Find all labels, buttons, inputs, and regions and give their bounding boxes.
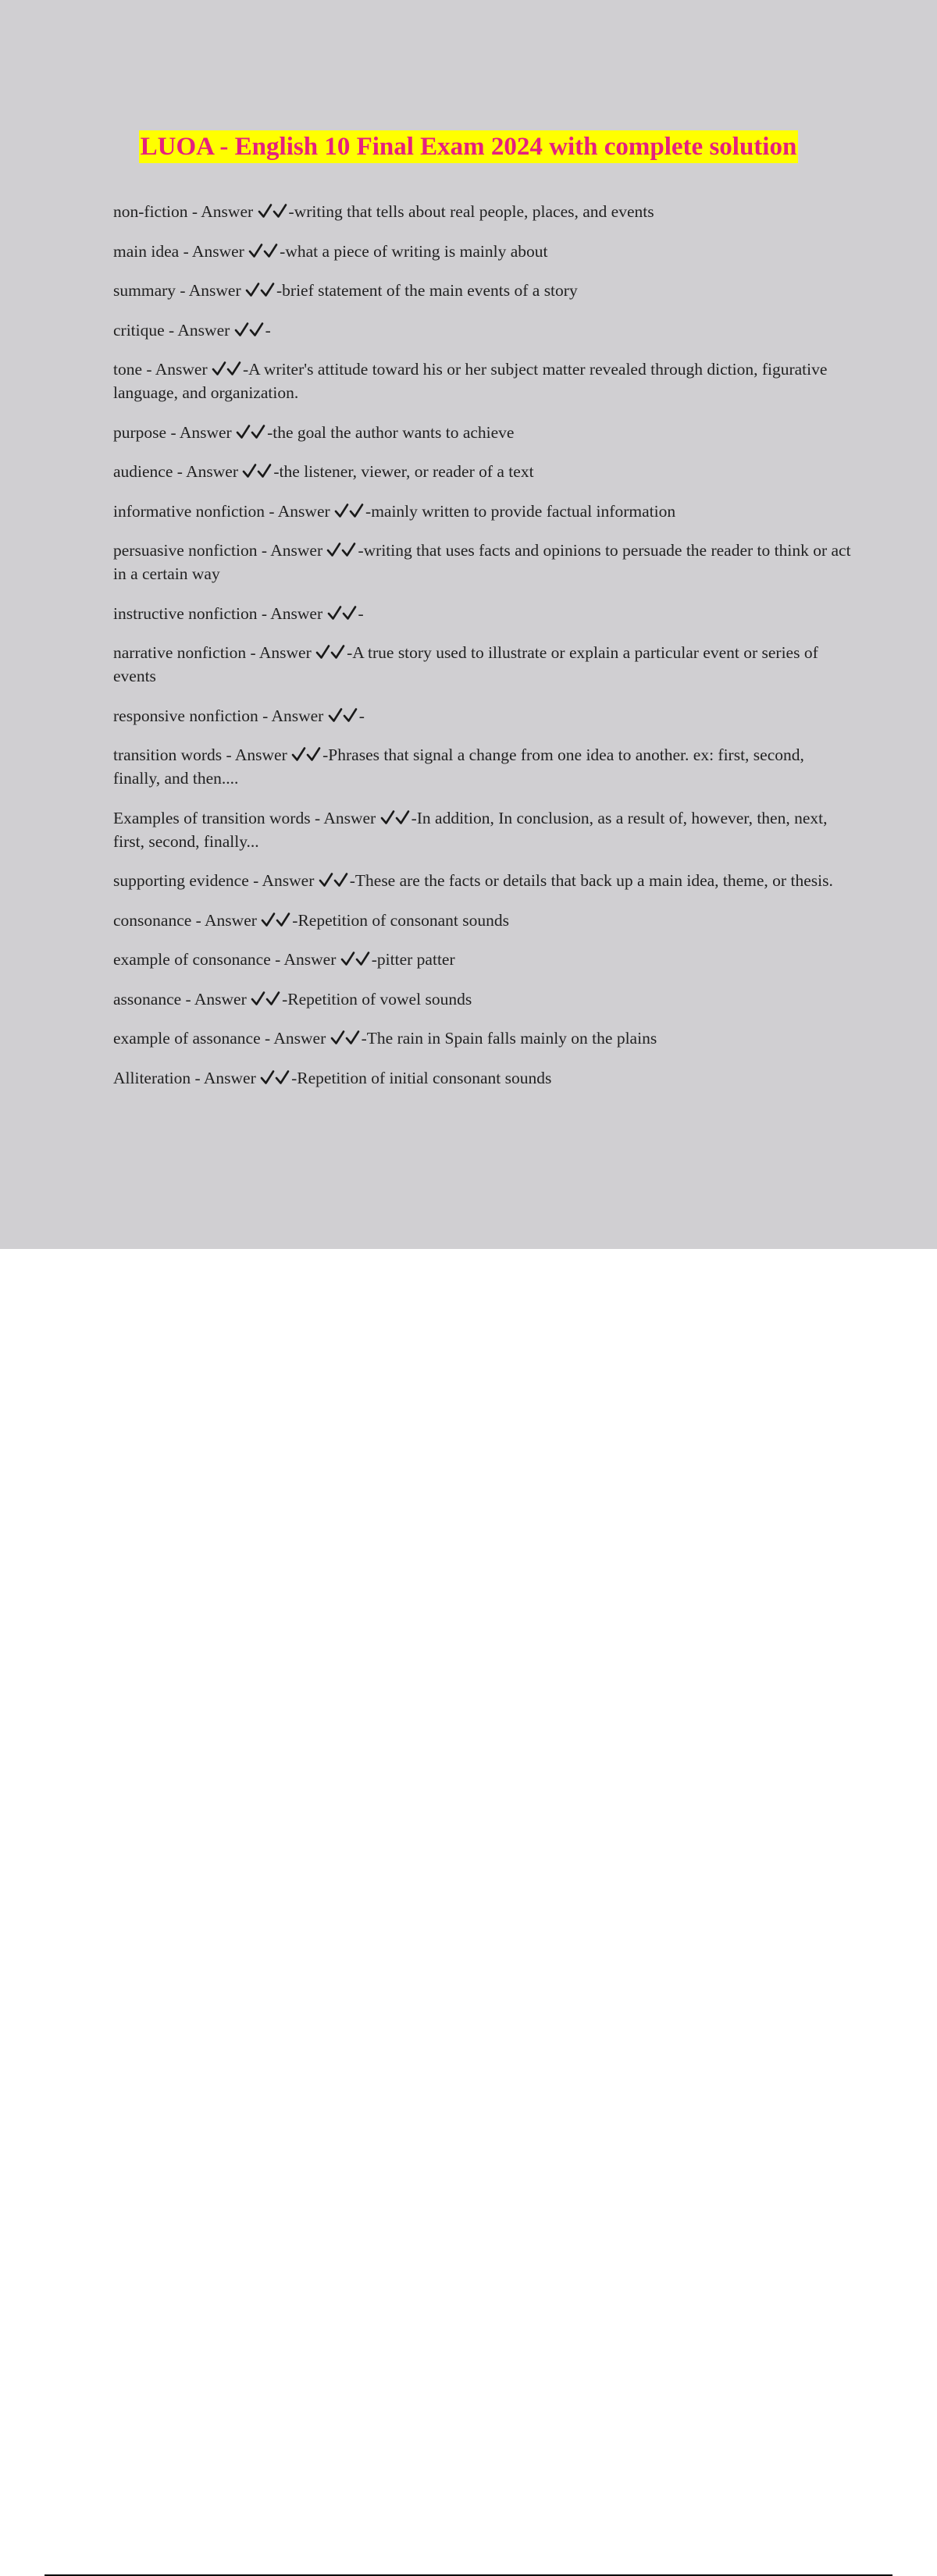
qa-item: Examples of transition words - Answer -In addition, In conclusion, as a result of, however, then, next, first, second, finally... (113, 808, 828, 851)
qa-answer: -the goal the author wants to achieve (267, 422, 515, 442)
qa-item: narrative nonfiction - Answer -A true story used to illustrate or explain a particular event or series of events (113, 643, 818, 685)
answer-label: Answer (234, 745, 287, 764)
qa-answer: -what a piece of writing is mainly about (280, 241, 548, 261)
qa-answer: -pitter patter (371, 950, 455, 969)
qa-answer: -brief statement of the main events of a story (276, 281, 578, 300)
qa-item: example of consonance - Answer -pitter patter (113, 950, 455, 969)
qa-answer: -Repetition of consonant sounds (292, 910, 509, 930)
qa-item: supporting evidence - Answer -These are the facts or details that back up a main idea, theme, or thesis. (113, 871, 833, 890)
qa-term: narrative nonfiction (113, 643, 247, 662)
double-checkmark-icon (327, 604, 358, 621)
qa-item: informative nonfiction - Answer -mainly written to provide factual information (113, 501, 676, 521)
qa-answer: - (265, 320, 271, 340)
qa-answer: -the listener, viewer, or reader of a text (273, 462, 534, 481)
qa-answer: - (358, 603, 364, 623)
qa-item: persuasive nonfiction - Answer -writing that uses facts and opinions to persuade the reader to think or act in a certain way (113, 541, 851, 583)
qa-answer: -mainly written to provide factual information (365, 501, 676, 521)
answer-label: Answer (273, 1029, 326, 1048)
answer-label: Answer (271, 706, 324, 725)
double-checkmark-icon (315, 643, 347, 660)
qa-term: example of assonance (113, 1029, 261, 1048)
qa-term: Examples of transition words (113, 808, 311, 827)
title-container (0, 130, 937, 163)
double-checkmark-icon (261, 911, 292, 928)
document-title: LUOA - English 10 Final Exam 2024 with complete solution (139, 130, 799, 163)
answer-label: Answer (270, 603, 323, 623)
qa-item: transition words - Answer -Phrases that signal a change from one idea to another. ex: first, second, finally, and then.... (113, 745, 804, 788)
answer-label: Answer (203, 1068, 256, 1087)
document-page (0, 0, 937, 1249)
qa-item: consonance - Answer -Repetition of consonant sounds (113, 910, 509, 930)
qa-term: tone (113, 360, 143, 379)
qa-answer: -Phrases that signal a change from one idea to another. ex: first, second, finally, and then.... (113, 745, 804, 788)
qa-term: purpose (113, 422, 167, 442)
qa-item: non-fiction - Answer -writing that tells about real people, places, and events (113, 202, 654, 221)
qa-item: responsive nonfiction - Answer - (113, 706, 365, 725)
qa-answer: -These are the facts or details that back up a main idea, theme, or thesis. (349, 871, 833, 890)
double-checkmark-icon (328, 706, 359, 724)
double-checkmark-icon (234, 321, 265, 338)
double-checkmark-icon (326, 541, 358, 558)
answer-label: Answer (258, 643, 312, 662)
double-checkmark-icon (260, 1069, 291, 1086)
qa-item: Alliteration - Answer -Repetition of initial consonant sounds (113, 1068, 552, 1087)
qa-term: consonance (113, 910, 192, 930)
double-checkmark-icon (258, 202, 289, 219)
qa-term: supporting evidence (113, 871, 249, 890)
qa-term: main idea (113, 241, 180, 261)
double-checkmark-icon (245, 281, 276, 298)
answer-label: Answer (194, 989, 247, 1009)
qa-term: instructive nonfiction (113, 603, 258, 623)
qa-term: informative nonfiction (113, 501, 265, 521)
page-bottom-margin (0, 1249, 937, 1327)
qa-answer: -In addition, In conclusion, as a result of, however, then, next, first, second, finally... (113, 808, 828, 851)
answer-label: Answer (205, 910, 257, 930)
double-checkmark-icon (291, 745, 322, 763)
double-checkmark-icon (212, 360, 243, 377)
answer-label: Answer (277, 501, 330, 521)
qa-item: summary - Answer -brief statement of the main events of a story (113, 281, 578, 300)
qa-answer: -Repetition of initial consonant sounds (291, 1068, 552, 1087)
qa-term: audience (113, 462, 173, 481)
qa-term: persuasive nonfiction (113, 541, 258, 560)
qa-answer: -writing that tells about real people, places, and events (288, 202, 654, 221)
qa-answer: -Repetition of vowel sounds (282, 989, 472, 1009)
answer-label: Answer (179, 422, 232, 442)
qa-term: example of consonance (113, 950, 271, 969)
qa-item: critique - Answer - (113, 320, 271, 340)
answer-label: Answer (188, 281, 241, 300)
qa-item: audience - Answer -the listener, viewer, or reader of a text (113, 462, 534, 481)
qa-answer: -A true story used to illustrate or explain a particular event or series of events (113, 643, 818, 685)
qa-answer: - (358, 706, 365, 725)
qa-item: tone - Answer -A writer's attitude toward his or her subject matter revealed through diction, figurative language, and organization. (113, 360, 828, 402)
qa-item: instructive nonfiction - Answer - (113, 603, 364, 623)
double-checkmark-icon (236, 423, 267, 440)
double-checkmark-icon (380, 809, 411, 826)
answer-label: Answer (186, 462, 239, 481)
qa-term: assonance (113, 989, 182, 1009)
qa-item: assonance - Answer -Repetition of vowel sounds (113, 989, 472, 1009)
double-checkmark-icon (251, 990, 282, 1007)
qa-term: transition words (113, 745, 223, 764)
qa-term: non-fiction (113, 202, 188, 221)
double-checkmark-icon (340, 950, 372, 967)
double-checkmark-icon (334, 502, 365, 519)
qa-item: main idea - Answer -what a piece of writing is mainly about (113, 241, 548, 261)
answer-label: Answer (283, 950, 337, 969)
double-checkmark-icon (330, 1029, 362, 1046)
qa-term: critique (113, 320, 165, 340)
qa-answer: -writing that uses facts and opinions to persuade the reader to think or act in a certain way (113, 541, 851, 583)
qa-answer: -The rain in Spain falls mainly on the plains (361, 1029, 657, 1048)
qa-answer: -A writer's attitude toward his or her subject matter revealed through diction, figurative language, and organization. (113, 360, 828, 402)
answer-label: Answer (155, 360, 208, 379)
answer-label: Answer (201, 202, 254, 221)
answer-label: Answer (177, 320, 230, 340)
double-checkmark-icon (319, 871, 350, 888)
answer-label: Answer (262, 871, 315, 890)
qa-list (113, 200, 855, 1090)
qa-term: Alliteration (113, 1068, 191, 1087)
qa-term: responsive nonfiction (113, 706, 258, 725)
qa-term: summary (113, 281, 176, 300)
double-checkmark-icon (248, 242, 280, 259)
qa-item: example of assonance - Answer -The rain in Spain falls mainly on the plains (113, 1029, 657, 1048)
qa-item: purpose - Answer -the goal the author wants to achieve (113, 422, 515, 442)
answer-label: Answer (270, 541, 323, 560)
answer-label: Answer (323, 808, 376, 827)
double-checkmark-icon (242, 462, 273, 479)
answer-label: Answer (191, 241, 244, 261)
